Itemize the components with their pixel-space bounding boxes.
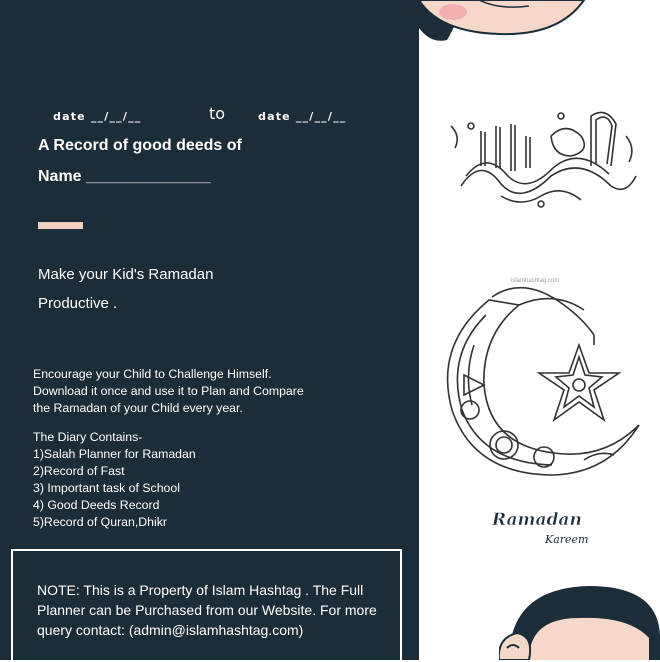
note-text: NOTE: This is a Property of Islam Hashtag . The Full Planner can be Purchased from our Website. For more query contact: (admin@islamhashtag.com) <box>37 582 377 638</box>
art-panel <box>419 0 660 660</box>
intro-paragraph <box>33 366 304 417</box>
date-start-field: date __/__/__ <box>53 110 142 123</box>
contents-list <box>33 429 196 531</box>
record-title: A Record of good deeds of <box>38 137 242 154</box>
ramadan-logo-line1: Ramadan <box>492 510 582 530</box>
list-item: 1)Salah Planner for Ramadan <box>33 447 196 461</box>
to-label: to <box>209 104 226 123</box>
intro-line: Encourage your Child to Challenge Himself. <box>33 367 272 381</box>
list-item: 5)Record of Quran,Dhikr <box>33 515 167 529</box>
intro-line: the Ramadan of your Child every year. <box>33 401 243 415</box>
name-field: Name ______________ <box>38 168 211 185</box>
calligraphy-icon <box>441 96 651 216</box>
cartoon-face-bottom-icon <box>499 578 660 660</box>
watermark-text: islamhashtag.com <box>511 278 560 284</box>
promo-line-2: Productive . <box>38 295 118 312</box>
date-end-field: date __/__/__ <box>258 110 347 123</box>
list-item: 2)Record of Fast <box>33 464 125 478</box>
promo-line-1: Make your Kid's Ramadan <box>38 266 214 283</box>
contents-title: The Diary Contains- <box>33 430 143 444</box>
accent-divider <box>38 222 83 229</box>
list-item: 3) Important task of School <box>33 481 180 495</box>
ramadan-logo-line2: Kareem <box>545 533 589 546</box>
intro-line: Download it once and use it to Plan and Compare <box>33 384 304 398</box>
cartoon-face-top-icon <box>419 0 599 50</box>
crescent-star-icon <box>434 285 659 485</box>
list-item: 4) Good Deeds Record <box>33 498 160 512</box>
